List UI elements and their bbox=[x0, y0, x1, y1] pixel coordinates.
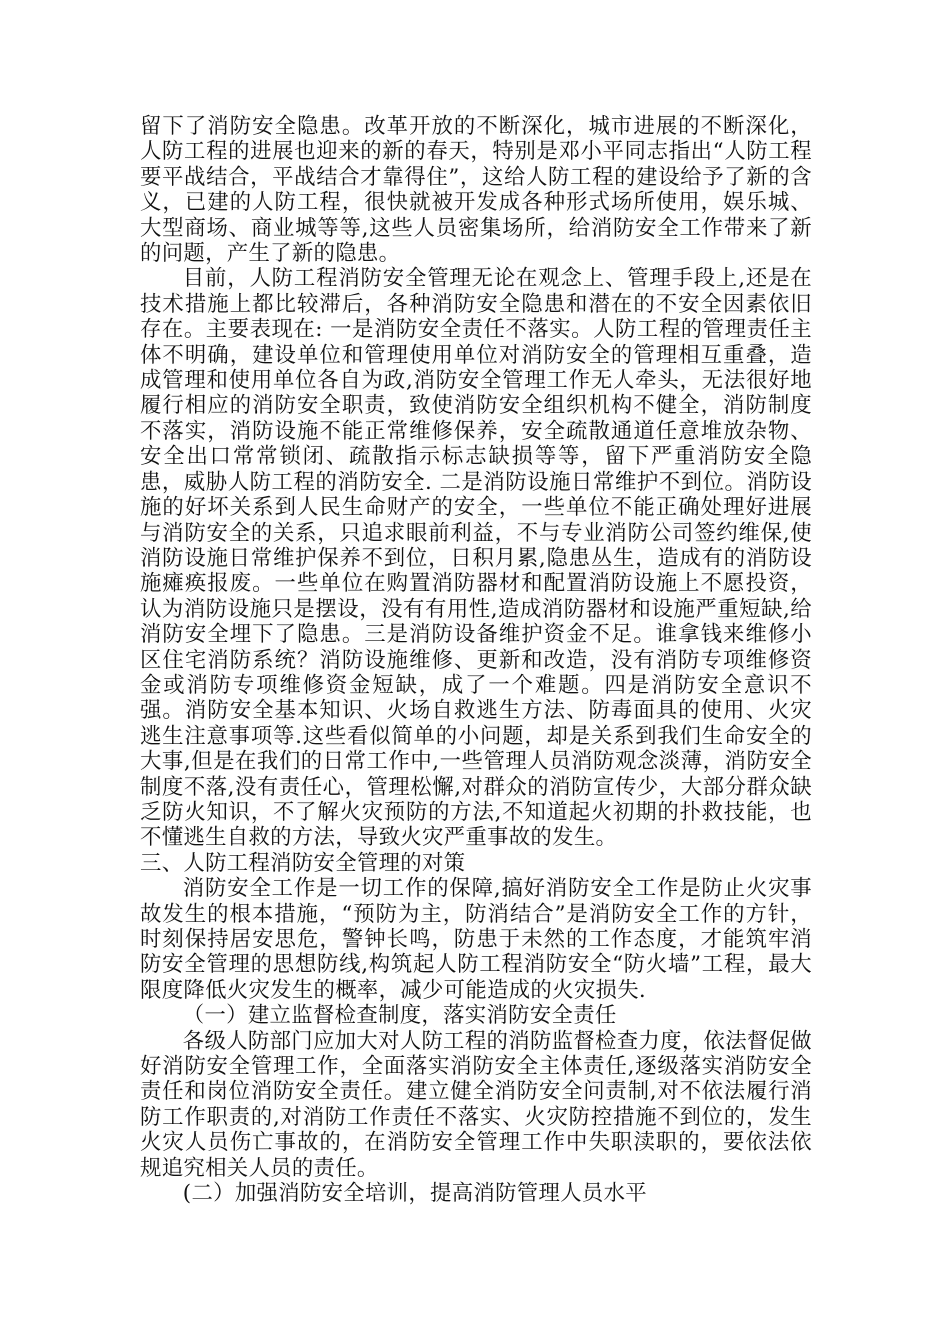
document-page bbox=[140, 114, 812, 1206]
paragraph-continuation: 留下了消防安全隐患。改革开放的不断深化，城市进展的不断深化，人防工程的进展也迎来的新的春天，特别是邓小平同志指出“人防工程要平战结合，平战结合才靠得住”，这给人防工程的建设给予了新的含义，已建的人防工程，很快就被开发成各种形式场所使用，娱乐城、大型商场、商业城等等,这些人员密集场所，给消防安全工作带来了新的问题，产生了新的隐患。 bbox=[140, 114, 812, 267]
paragraph-safety-work: 消防安全工作是一切工作的保障,搞好消防安全工作是防止火灾事故发生的根本措施，“预防为主，防消结合”是消防安全工作的方针，时刻保持居安思危，警钟长鸣，防患于未然的工作态度，才能筑牢消防安全管理的思想防线,构筑起人防工程消防安全“防火墙”工程，最大限度降低火灾发生的概率，减少可能造成的火灾损失. bbox=[140, 876, 812, 1003]
paragraph-current-problems: 目前，人防工程消防安全管理无论在观念上、管理手段上,还是在技术措施上都比较滞后，各种消防安全隐患和潜在的不安全因素依旧存在。主要表现在: 一是消防安全责任不落实。人防工程的管理责任主体不明确，建设单位和管理使用单位对消防安全的管理相互重叠，造成管理和使用单位各自为政,消防安全管理工作无人牵头，无法很好地履行相应的消防安全职责，致使消防安全组织机构不健全，消防制度不落实，消防设施不能正常维修保养，安全疏散通道任意堆放杂物、安全出口常常锁闭、疏散指示标志缺损等等，留下严重消防安全隐患，威胁人防工程的消防安全. 二是消防设施日常维护不到位。消防设施的好坏关系到人民生命财产的安全，一些单位不能正确处理好进展与消防安全的关系，只追求眼前利益，不与专业消防公司签约维保,使消防设施日常维护保养不到位，日积月累,隐患丛生，造成有的消防设施瘫痪报废。一些单位在购置消防器材和配置消防设施上不愿投资，认为消防设施只是摆设，没有有用性,造成消防器材和设施严重短缺,给消防安全埋下了隐患。三是消防设备维护资金不足。谁拿钱来维修小区住宅消防系统？消防设施维修、更新和改造，没有消防专项维修资金或消防专项维修资金短缺，成了一个难题。四是消防安全意识不强。消防安全基本知识、火场自救逃生方法、防毒面具的使用、火灾逃生注意事项等.这些看似简单的小问题，却是关系到我们生命安全的大事,但是在我们的日常工作中,一些管理人员消防观念淡薄，消防安全制度不落,没有责任心，管理松懈,对群众的消防宣传少，大部分群众缺乏防火知识，不了解火灾预防的方法,不知道起火初期的扑救技能，也不懂逃生自救的方法，导致火灾严重事故的发生。 bbox=[140, 266, 812, 851]
subheading-training: (二）加强消防安全培训，提高消防管理人员水平 bbox=[182, 1181, 647, 1207]
section-heading-countermeasures: 三、人防工程消防安全管理的对策 bbox=[140, 850, 466, 876]
subheading-supervision: （一）建立监督检查制度，落实消防安全责任 bbox=[182, 1003, 617, 1029]
paragraph-supervision: 各级人防部门应加大对人防工程的消防监督检查力度，依法督促做好消防安全管理工作，全面落实消防安全主体责任,逐级落实消防安全责任和岗位消防安全责任。建立健全消防安全问责制,对不依法履行消防工作职责的,对消防工作责任不落实、火灾防控措施不到位的，发生火灾人员伤亡事故的，在消防安全管理工作中失职渎职的，要依法依规追究相关人员的责任。 bbox=[140, 1028, 812, 1181]
